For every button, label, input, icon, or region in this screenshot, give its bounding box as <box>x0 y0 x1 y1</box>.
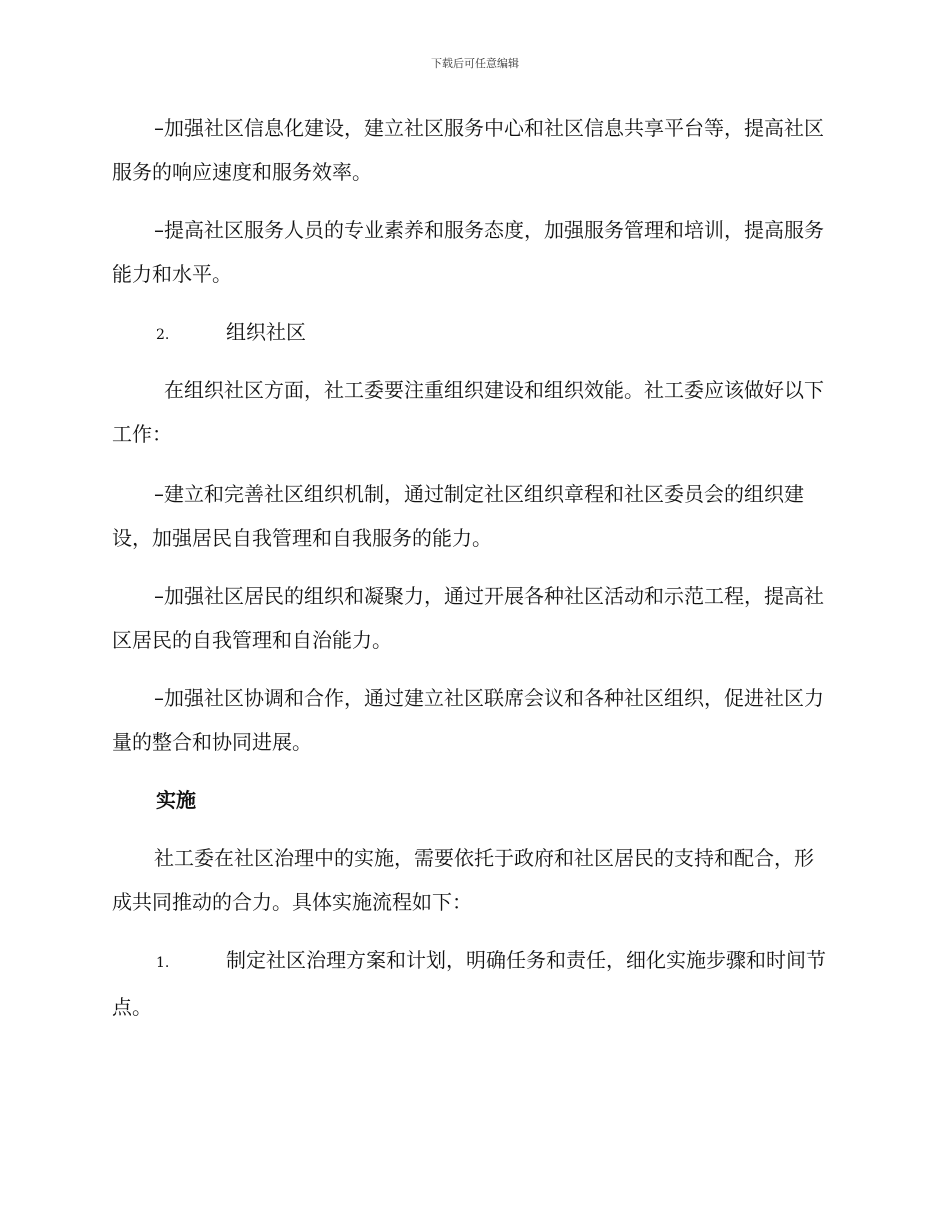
list-item-organize-community <box>112 310 832 357</box>
paragraph-cohesion: –加强社区居民的组织和凝聚力，通过开展各种社区活动和示范工程，提高社区居民的自我管理和自治能力。 <box>112 584 824 652</box>
list-number: 1. <box>156 955 170 971</box>
list-item-label: 制定社区治理方案和计划，明确任务和责任，细化实施步骤和时间节点。 <box>112 948 826 1019</box>
paragraph-service-staff: –提高社区服务人员的专业素养和服务态度，加强服务管理和培训，提高服务能力和水平。 <box>112 218 824 286</box>
list-item-governance-plan <box>112 938 832 1029</box>
page-header: 下载后可任意编辑 <box>431 57 519 70</box>
section-heading-implementation: 实施 <box>156 788 196 812</box>
paragraph-organization-mechanism: –建立和完善社区组织机制，通过制定社区组织章程和社区委员会的组织建设，加强居民自我管理和自我服务的能力。 <box>112 482 804 550</box>
list-number: 2. <box>156 327 170 343</box>
list-item-label: 组织社区 <box>226 320 306 344</box>
paragraph-coordination: –加强社区协调和合作，通过建立社区联席会议和各种社区组织，促进社区力量的整合和协同进展。 <box>112 686 824 754</box>
paragraph-implementation-intro: 社工委在社区治理中的实施，需要依托于政府和社区居民的支持和配合，形成共同推动的合力。具体实施流程如下： <box>112 846 814 914</box>
paragraph-informatization: –加强社区信息化建设，建立社区服务中心和社区信息共享平台等，提高社区服务的响应速度和服务效率。 <box>112 116 824 184</box>
paragraph-organize-intro: 在组织社区方面，社工委要注重组织建设和组织效能。社工委应该做好以下工作： <box>112 378 824 446</box>
